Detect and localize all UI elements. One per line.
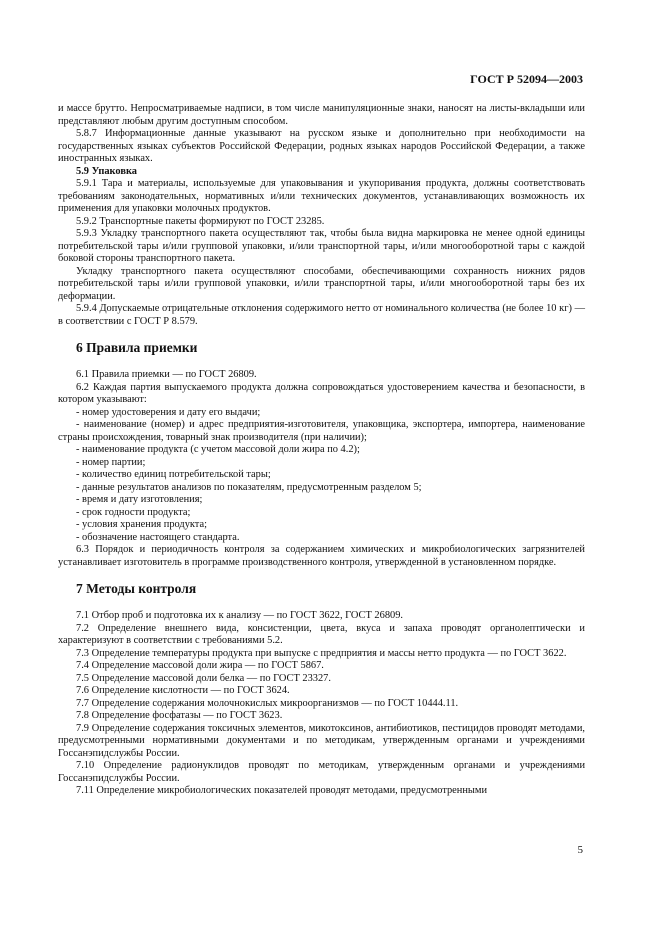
paragraph: 7.7 Определение содержания молочнокислых микроорганизмов — по ГОСТ 10444.11. <box>76 697 459 709</box>
paragraph: 7.8 Определение фосфатазы — по ГОСТ 3623. <box>76 710 283 721</box>
paragraph: и массе брутто. Непросматриваемые надписи, в том числе манипуляционные знаки, наносят на листы-вкладыши или представляют любым другим доступным способом. <box>58 103 585 127</box>
paragraph: 7.5 Определение массовой доли белка — по ГОСТ 23327. <box>76 672 331 684</box>
paragraph: 7.1 Отбор проб и подготовка их к анализу — по ГОСТ 3622, ГОСТ 26809. <box>76 610 404 621</box>
list-item: - обозначение настоящего стандарта. <box>76 531 240 543</box>
paragraph: 5.9.3 Укладку транспортного пакета осуществляют так, чтобы была видна маркировка не менее одной единицы потребительской тары и/или групповой упаковки, и/или транспортной тары, и/или многооборотной тары с каждой боковой стороны транспортного пакета. <box>58 228 585 264</box>
list-item: - наименование продукта (с учетом массовой доли жира по 4.2); <box>76 444 360 455</box>
section-title: 6 Правила приемки <box>76 340 198 355</box>
list-item: - количество единиц потребительской тары; <box>76 469 271 480</box>
paragraph: 7.9 Определение содержания токсичных элементов, микотоксинов, антибиотиков, пестицидов проводят методами, предусмотренными нормативными документами и по методикам, утвержденным органами и учреждениями Госсанэпидслужбы России. <box>58 722 585 759</box>
paragraph: 7.10 Определение радионуклидов проводят по методикам, утвержденным органами и учреждениями Госсанэпидслужбы России. <box>58 760 585 784</box>
list-item: - наименование (номер) и адрес предприятия-изготовителя, упаковщика, экспортера, импортера, наименование страны происхождения, товарный знак производителя (при наличии); <box>58 419 585 443</box>
paragraph: 5.9.2 Транспортные пакеты формируют по ГОСТ 23285. <box>76 215 325 227</box>
list-item: - данные результатов анализов по показателям, предусмотренным разделом 5; <box>76 481 422 493</box>
paragraph: 7.3 Определение температуры продукта при выпуске с предприятия и массы нетто продукта — по ГОСТ 3622. <box>76 647 567 659</box>
paragraph: 7.6 Определение кислотности — по ГОСТ 3624. <box>76 685 290 696</box>
list-item: - номер удостоверения и дату его выдачи; <box>76 406 261 418</box>
paragraph: 7.11 Определение микробиологических показателей проводят методами, предусмотренными <box>76 785 488 796</box>
paragraph: 7.2 Определение внешнего вида, консистенции, цвета, вкуса и запаха проводят органолептически и характеризуют в соответствии с требованиями 5.2. <box>58 622 585 646</box>
list-item: - номер партии; <box>76 456 146 468</box>
subsection-title: 5.9 Упаковка <box>76 165 137 177</box>
paragraph: 5.9.1 Тара и материалы, используемые для упаковывания и укупоривания продукта, должны соответствовать требованиям законодательных, нормативных и/или технических документов, устанавливающих возможность их применения для упаковки молочных продуктов. <box>58 178 585 214</box>
paragraph: 5.8.7 Информационные данные указывают на русском языке и дополнительно при необходимости на государственных языках субъектов Российской Федерации, родных языках народов Российской Федерации, а также иностранных языках. <box>58 128 585 164</box>
paragraph: 7.4 Определение массовой доли жира — по ГОСТ 5867. <box>76 660 324 671</box>
page-number: 5 <box>577 844 583 856</box>
doc-header: ГОСТ Р 52094—2003 <box>470 72 583 86</box>
paragraph: 6.3 Порядок и периодичность контроля за содержанием химических и микробиологических загрязнителей устанавливает изготовитель в программе производственного контроля, утвержденной в установленном порядке. <box>58 544 585 568</box>
list-item: - время и дату изготовления; <box>76 494 203 505</box>
paragraph: 6.1 Правила приемки — по ГОСТ 26809. <box>76 369 257 380</box>
paragraph: 6.2 Каждая партия выпускаемого продукта должна сопровождаться удостоверением качества и безопасности, в котором указывают: <box>58 381 585 405</box>
list-item: - срок годности продукта; <box>76 506 191 518</box>
section-title: 7 Методы контроля <box>76 581 197 596</box>
list-item: - условия хранения продукта; <box>76 519 207 530</box>
paragraph: 5.9.4 Допускаемые отрицательные отклонения содержимого нетто от номинального количества (не более 10 кг) — в соответствии с ГОСТ Р 8.579. <box>58 303 585 327</box>
page-content <box>58 103 585 798</box>
paragraph: Укладку транспортного пакета осуществляют способами, обеспечивающими сохранность нижних рядов потребительской тары и/или групповой упаковки, и/или транспортной тары, и/или многооборотной тары без их деформации. <box>58 265 585 302</box>
